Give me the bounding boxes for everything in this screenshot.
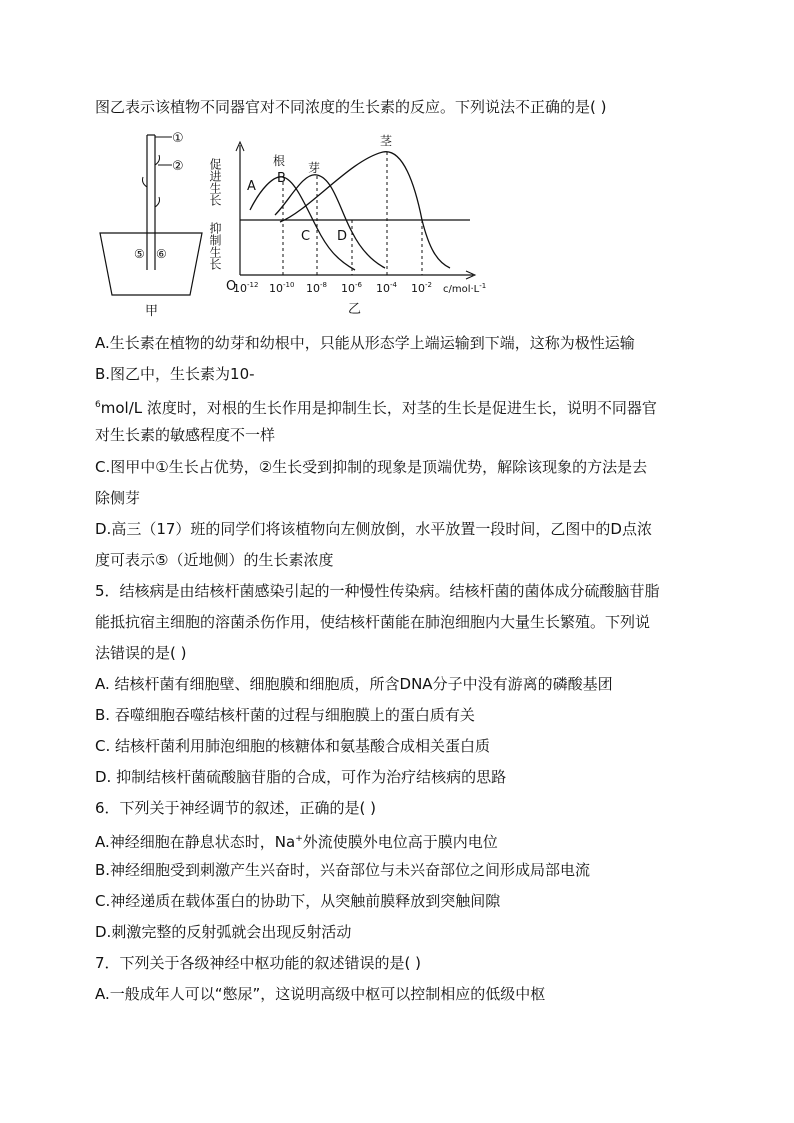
y-label-promote: 促进生长	[208, 158, 222, 206]
caption-jia: 甲	[145, 304, 159, 319]
origin-label: O	[226, 279, 237, 294]
point-C: C	[301, 229, 311, 244]
point-B: B	[277, 171, 286, 186]
q5-stem-line1: 5．结核病是由结核杆菌感染引起的一种慢性传染病。结核杆菌的菌体成分硫酸脑苷脂	[95, 582, 660, 600]
flower-pot	[100, 233, 202, 295]
q5-option-c: C. 结核杆菌利用肺泡细胞的核糖体和氨基酸合成相关蛋白质	[95, 737, 491, 755]
marker-2: ②	[172, 159, 184, 174]
svg-text:10-8: $10^{-8}$	[306, 281, 327, 295]
curve-stem	[280, 152, 450, 268]
q4-option-d-line1: D.高三（17）班的同学们将该植物向左侧放倒，水平放置一段时间，乙图中的D点浓	[95, 520, 652, 538]
figure-yi-chart	[208, 130, 505, 320]
svg-text:10-4: $10^{-4}$	[376, 281, 397, 295]
q6-stem: 6．下列关于神经调节的叙述，正确的是( )	[95, 799, 377, 817]
q5-stem-line2: 能抵抗宿主细胞的溶菌杀伤作用，使结核杆菌能在肺泡细胞内大量生长繁殖。下列说	[95, 613, 651, 631]
q4-option-a: A.生长素在植物的幼芽和幼根中，只能从形态学上端运输到下端，这称为极性运输	[95, 334, 635, 352]
marker-5: ⑤	[134, 247, 145, 261]
point-D: D	[337, 229, 348, 244]
marker-6: ⑥	[156, 247, 167, 261]
svg-text:10-12: $10^{-12}$	[233, 281, 259, 295]
curve-bud	[275, 175, 385, 268]
svg-text:10-6: $10^{-6}$	[341, 281, 362, 295]
q5-option-a: A. 结核杆菌有细胞壁、细胞膜和细胞质，所含DNA分子中没有游离的磷酸基团	[95, 675, 613, 693]
x-tick-labels	[233, 281, 486, 295]
caption-yi: 乙	[348, 302, 362, 317]
q6-option-d: D.刺激完整的反射弧就会出现反射活动	[95, 923, 352, 941]
q4-option-b-line1: B.图乙中，生长素为10-	[95, 365, 255, 383]
q4-option-c-line1: C.图甲中①生长占优势，②生长受到抑制的现象是顶端优势，解除该现象的方法是去	[95, 458, 648, 476]
q4-option-d-line2: 度可表示⑤（近地侧）的生长素浓度	[95, 551, 334, 569]
q6-option-c: C.神经递质在载体蛋白的协助下，从突触前膜释放到突触间隙	[95, 892, 501, 910]
q4-option-c-line2: 除侧芽	[95, 489, 141, 507]
curve-label-bud: 芽	[308, 161, 321, 175]
svg-text:10-2: $10^{-2}$	[411, 281, 432, 295]
curve-root	[250, 177, 355, 270]
plant-stem	[147, 135, 155, 270]
svg-text:c/mol·L-1: $c/mol\cdot L^{-1}$	[443, 282, 487, 295]
q5-option-d: D. 抑制结核杆菌硫酸脑苷脂的合成，可作为治疗结核病的思路	[95, 768, 507, 786]
q5-option-b: B. 吞噬细胞吞噬结核杆菌的过程与细胞膜上的蛋白质有关	[95, 706, 475, 724]
q7-stem: 7．下列关于各级神经中枢功能的叙述错误的是( )	[95, 954, 422, 972]
q4-option-b-line3: 对生长素的敏感程度不一样	[95, 426, 276, 444]
question-4-stem: 图乙表示该植物不同器官对不同浓度的生长素的反应。下列说法不正确的是( )	[95, 98, 607, 116]
q4-option-b-line2: $^6$mol/L 浓度时，对根的生长作用是抑制生长，对茎的生长是促进生长，说明不同器官	[95, 399, 657, 417]
curve-label-root: 根	[273, 154, 286, 168]
marker-1: ①	[172, 131, 184, 146]
curve-label-stem: 茎	[380, 134, 393, 148]
q7-option-a: A.一般成年人可以“憋尿”，这说明高级中枢可以控制相应的低级中枢	[95, 985, 546, 1003]
svg-text:10-10: $10^{-10}$	[269, 281, 295, 295]
q6-option-b: B.神经细胞受到刺激产生兴奋时，兴奋部位与未兴奋部位之间形成局部电流	[95, 861, 591, 879]
y-label-inhibit: 抑制生长	[208, 222, 222, 270]
point-A: A	[247, 179, 256, 194]
q5-stem-line3: 法错误的是( )	[95, 644, 187, 662]
q6-option-a: A.神经细胞在静息状态时，Na+外流使膜外电位高于膜内电位	[95, 833, 498, 851]
